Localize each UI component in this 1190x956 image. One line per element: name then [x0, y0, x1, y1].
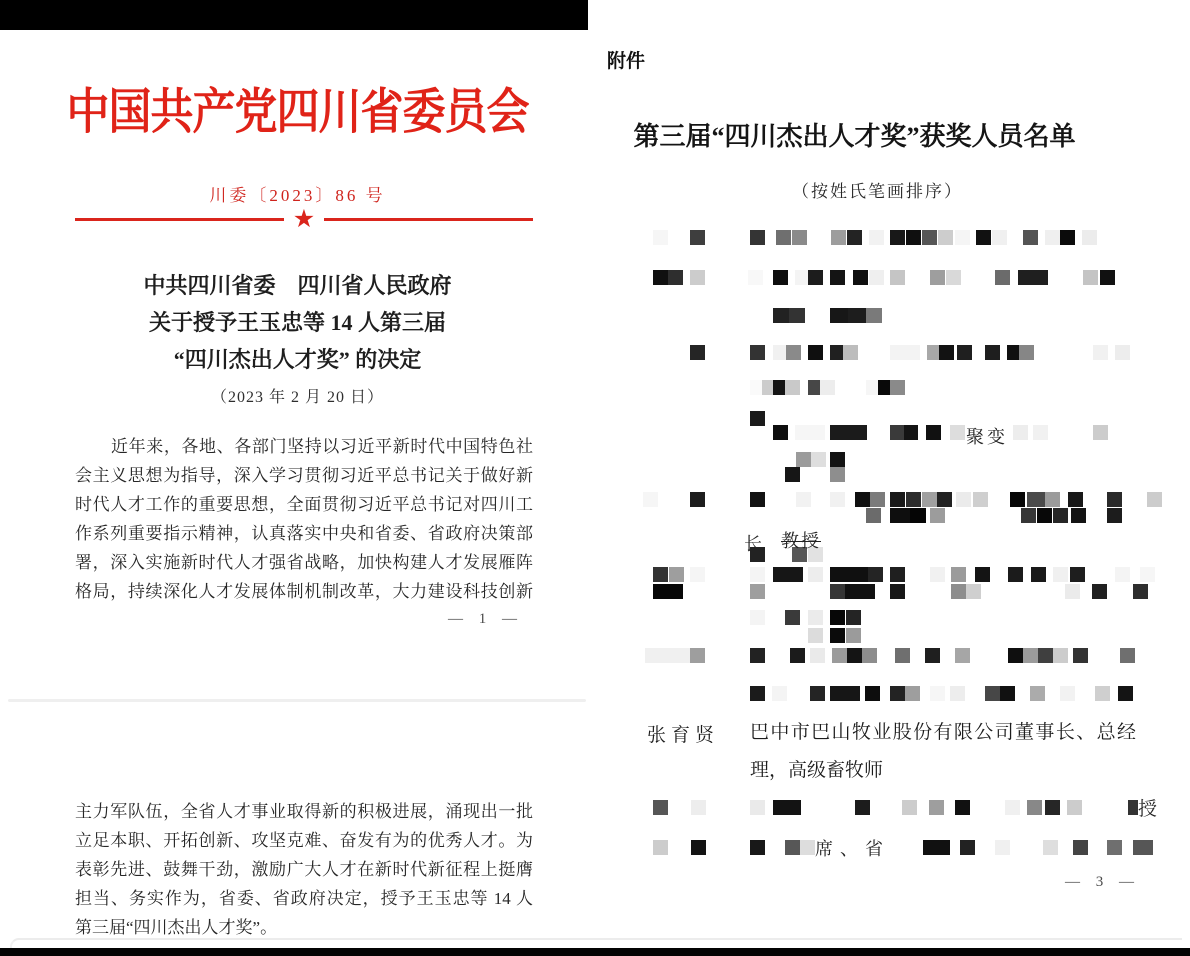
redacted-block [1053, 648, 1068, 663]
decision-title-line-2: 关于授予王玉忠等 14 人第三届 [148, 310, 446, 335]
redacted-block [691, 840, 706, 855]
redacted-block [1068, 492, 1083, 507]
redacted-block [653, 840, 668, 855]
redacted-block [1030, 686, 1045, 701]
redacted-block [653, 270, 668, 285]
redacted-block [1118, 686, 1133, 701]
redacted-block [1005, 800, 1020, 815]
redacted-block [995, 840, 1010, 855]
redacted-block [1147, 492, 1162, 507]
redacted-block [925, 648, 940, 663]
redacted-block [846, 628, 861, 643]
redacted-block [976, 230, 991, 245]
redacted-block [1027, 492, 1045, 507]
redacted-block [1023, 648, 1038, 663]
redacted-block [1000, 686, 1015, 701]
redacted-block [1107, 508, 1122, 523]
redacted-block [790, 648, 805, 663]
redacted-block [690, 648, 705, 663]
redacted-block [1031, 567, 1046, 582]
redacted-block [955, 230, 970, 245]
redacted-block [975, 567, 990, 582]
redacted-block [830, 308, 848, 323]
redacted-block [773, 800, 801, 815]
redacted-block [1093, 425, 1108, 440]
redacted-block [950, 425, 965, 440]
redacted-block [930, 686, 945, 701]
paragraph-line: 表彰先进、鼓舞干劲，激励广大人才在新时代新征程上挺膺 [75, 860, 533, 879]
redacted-block [956, 492, 971, 507]
redacted-block [750, 492, 765, 507]
redacted-block [890, 270, 905, 285]
redacted-block [773, 308, 789, 323]
redacted-block [905, 686, 920, 701]
redacted-block [808, 628, 823, 643]
redacted-block [1133, 840, 1153, 855]
redacted-block [830, 492, 845, 507]
redacted-block [855, 492, 870, 507]
redacted-block [1128, 800, 1138, 815]
redacted-block [843, 345, 858, 360]
redacted-block [690, 270, 705, 285]
redacted-block [869, 230, 884, 245]
award-list-subtitle: （按姓氏笔画排序） [792, 182, 963, 201]
redacted-block [895, 648, 910, 663]
redacted-block [832, 648, 847, 663]
redacted-block [690, 345, 705, 360]
right-attachment-page [595, 0, 1190, 956]
redacted-block [1045, 800, 1060, 815]
redacted-block [951, 567, 966, 582]
redacted-block [923, 840, 950, 855]
redacted-block [1092, 584, 1107, 599]
redacted-block [985, 345, 1000, 360]
redacted-block [1033, 425, 1048, 440]
redacted-block [1067, 800, 1082, 815]
redacted-block [1115, 567, 1130, 582]
rule-segment-left [75, 218, 284, 221]
redacted-block [845, 584, 875, 599]
redacted-block [866, 508, 881, 523]
redacted-block [1021, 508, 1036, 523]
redacted-block [950, 686, 965, 701]
redacted-block [796, 452, 811, 467]
redacted-block [1027, 800, 1042, 815]
redacted-block [1060, 686, 1075, 701]
redacted-block [890, 425, 904, 440]
redacted-block [847, 230, 862, 245]
awardee-description-line-2: 理，高级畜牧师 [750, 760, 884, 781]
redacted-block [690, 567, 705, 582]
redacted-block [1043, 840, 1058, 855]
redacted-block [862, 648, 877, 663]
award-list-title: 第三届“四川杰出人才奖”获奖人员名单 [633, 122, 1076, 151]
paragraph-line: 署，深入实施新时代人才强省战略，加快构建人才发展雁阵 [75, 553, 533, 572]
redacted-block [847, 648, 862, 663]
redacted-block [1045, 492, 1060, 507]
redacted-block [855, 800, 870, 815]
redacted-block [1083, 270, 1098, 285]
redacted-block [1093, 345, 1108, 360]
decision-title [0, 267, 595, 378]
decision-title-line-1: 中共四川省委 四川省人民政府 [143, 273, 452, 298]
redacted-block [691, 800, 706, 815]
redacted-block [869, 270, 884, 285]
paragraph-line: 时代人才工作的重要思想，全面贯彻习近平总书记对四川工 [75, 495, 533, 514]
redacted-block [906, 230, 921, 245]
redacted-block [1008, 648, 1023, 663]
redacted-block [750, 567, 765, 582]
redacted-block [930, 508, 945, 523]
redacted-block [960, 840, 975, 855]
redacted-block [868, 567, 883, 582]
redacted-block [1095, 686, 1110, 701]
redacted-block [922, 492, 937, 507]
redacted-block [1071, 508, 1086, 523]
redacted-block [750, 800, 765, 815]
redacted-block [1100, 270, 1115, 285]
redacted-block [1070, 567, 1085, 582]
redacted-block [1013, 425, 1028, 440]
redacted-block [785, 467, 800, 482]
redacted-block [930, 567, 945, 582]
redacted-block [810, 648, 825, 663]
redacted-block [645, 648, 690, 663]
redacted-block [995, 270, 1010, 285]
redacted-block [831, 230, 846, 245]
redacted-block [750, 648, 765, 663]
redacted-block [1120, 648, 1135, 663]
redacted-block [890, 686, 905, 701]
redacted-block [785, 840, 800, 855]
redacted-block [820, 380, 835, 395]
text-fragment-chang: 长 [744, 534, 762, 554]
redacted-block [890, 345, 920, 360]
red-divider-rule [75, 206, 533, 232]
redacted-block [789, 308, 805, 323]
redacted-block [830, 425, 867, 440]
redacted-block [890, 567, 905, 582]
redacted-block [811, 452, 826, 467]
redacted-block [1010, 492, 1025, 507]
redacted-block [890, 584, 905, 599]
redacted-block [750, 610, 765, 625]
redacted-block [830, 628, 845, 643]
left-page-number: — 1 — [448, 611, 523, 627]
redacted-block [865, 686, 880, 701]
redacted-block [773, 425, 788, 440]
redacted-block [653, 230, 668, 245]
redacted-block [830, 452, 845, 467]
paragraph-line: 主力军队伍，全省人才事业取得新的积极进展，涌现出一批 [75, 802, 533, 821]
text-fragment-shou: 授 [1138, 799, 1158, 820]
redacted-block [955, 800, 970, 815]
redacted-block [690, 492, 705, 507]
redacted-block [830, 584, 845, 599]
awardee-description [750, 720, 1136, 796]
redacted-block [966, 584, 981, 599]
paragraph-line: 格局，持续深化人才发展体制机制改革，大力建设科技创新 [75, 582, 533, 601]
redacted-block [785, 380, 800, 395]
text-fragment-xisheng: 席、省 [815, 839, 890, 859]
redacted-block [1065, 584, 1080, 599]
text-fragment-jiaoshou: 教授 [781, 531, 821, 551]
right-page-number: — 3 — [1065, 874, 1140, 890]
redacted-block [1133, 584, 1148, 599]
redacted-block [830, 686, 860, 701]
redacted-block [1053, 567, 1068, 582]
redacted-block [830, 610, 845, 625]
redacted-block [904, 425, 918, 440]
redacted-block [830, 467, 845, 482]
paragraph-line: 第三届“四川杰出人才奖”。 [75, 918, 278, 937]
redacted-block [750, 230, 765, 245]
redacted-block [866, 308, 882, 323]
awardee-description-line-1: 巴中市巴山牧业股份有限公司董事长、总经 [750, 722, 1136, 743]
redacted-block [938, 230, 953, 245]
redacted-block [1082, 230, 1097, 245]
redacted-block [1045, 230, 1060, 245]
rule-segment-right [324, 218, 533, 221]
redacted-block [690, 230, 705, 245]
redacted-block [957, 345, 972, 360]
redacted-block [772, 686, 787, 701]
redacted-block [1019, 345, 1034, 360]
redacted-block [946, 270, 961, 285]
paragraph-line: 近年来，各地、各部门坚持以习近平新时代中国特色社 [111, 437, 533, 456]
redacted-block [786, 345, 801, 360]
redacted-block [808, 610, 823, 625]
redacted-block [1115, 345, 1130, 360]
body-paragraph-1 [75, 432, 533, 606]
redacted-block [1018, 270, 1048, 285]
redacted-block [808, 345, 823, 360]
redacted-block [1107, 840, 1122, 855]
document-date: （2023 年 2 月 20 日） [210, 389, 384, 406]
redacted-block [669, 567, 684, 582]
redacted-block [853, 270, 868, 285]
redacted-block [792, 230, 807, 245]
redacted-block [1008, 567, 1023, 582]
paragraph-line: 立足本职、开拓创新、攻坚克难、奋发有为的优秀人才。为 [75, 831, 533, 850]
redacted-block [930, 270, 945, 285]
body-paragraph-2 [75, 797, 533, 942]
redacted-block [902, 800, 917, 815]
redacted-block [808, 567, 823, 582]
redacted-block [750, 584, 765, 599]
redacted-block [906, 492, 921, 507]
redacted-block [992, 230, 1007, 245]
redacted-block [653, 584, 683, 599]
redacted-block [773, 567, 803, 582]
redacted-block [750, 840, 765, 855]
redacted-block [795, 425, 825, 440]
document-number: 川委〔2023〕86 号 [209, 186, 386, 205]
attachment-label: 附件 [607, 51, 646, 72]
redacted-block [848, 308, 866, 323]
redacted-block [955, 648, 970, 663]
redacted-block [653, 800, 668, 815]
redacted-block [910, 508, 926, 523]
redacted-block [973, 492, 988, 507]
redacted-block [750, 411, 765, 426]
redacted-block [890, 230, 905, 245]
redacted-block [1023, 230, 1038, 245]
decision-title-line-3: “四川杰出人才奖” 的决定 [173, 347, 422, 372]
redacted-block [750, 345, 765, 360]
paragraph-line: 会主义思想为指导，深入学习贯彻习近平总书记关于做好新 [75, 466, 533, 485]
redacted-block [890, 380, 905, 395]
redacted-block [810, 686, 825, 701]
redacted-block [653, 567, 668, 582]
redaction-mosaic [595, 0, 1190, 956]
redacted-block [1107, 492, 1122, 507]
red-letterhead-title: 中国共产党四川省委员会 [66, 86, 529, 139]
redacted-block [846, 610, 861, 625]
redacted-block [668, 270, 683, 285]
redacted-block [985, 686, 1000, 701]
paragraph-line: 担当、务实作为，省委、省政府决定，授予王玉忠等 14 人 [75, 889, 533, 908]
redacted-block [1038, 648, 1053, 663]
redacted-block [1140, 567, 1155, 582]
redacted-block [939, 345, 954, 360]
paragraph-line: 作系列重要指示精神，认真落实中央和省委、省政府决策部 [75, 524, 533, 543]
redacted-block [890, 492, 905, 507]
text-fragment-jubian: 聚变 [966, 427, 1008, 447]
redacted-block [1053, 508, 1068, 523]
redacted-block [922, 230, 937, 245]
redacted-block [796, 492, 811, 507]
redacted-block [1037, 508, 1052, 523]
redacted-block [870, 492, 885, 507]
redacted-block [1060, 230, 1075, 245]
redacted-block [750, 686, 765, 701]
awardee-name: 张育贤 [647, 725, 720, 746]
redacted-block [748, 270, 763, 285]
redacted-block [830, 270, 845, 285]
redacted-block [926, 425, 941, 440]
redacted-block [830, 567, 868, 582]
redacted-block [1073, 840, 1088, 855]
redacted-block [776, 230, 791, 245]
redacted-block [890, 508, 910, 523]
redacted-block [951, 584, 966, 599]
redacted-block [800, 840, 815, 855]
redacted-block [937, 492, 952, 507]
redacted-block [643, 492, 658, 507]
redacted-block [1073, 648, 1088, 663]
redacted-block [773, 270, 788, 285]
redacted-block [785, 610, 800, 625]
redacted-block [808, 270, 823, 285]
redacted-block [929, 800, 944, 815]
star-icon: ★ [292, 205, 316, 233]
